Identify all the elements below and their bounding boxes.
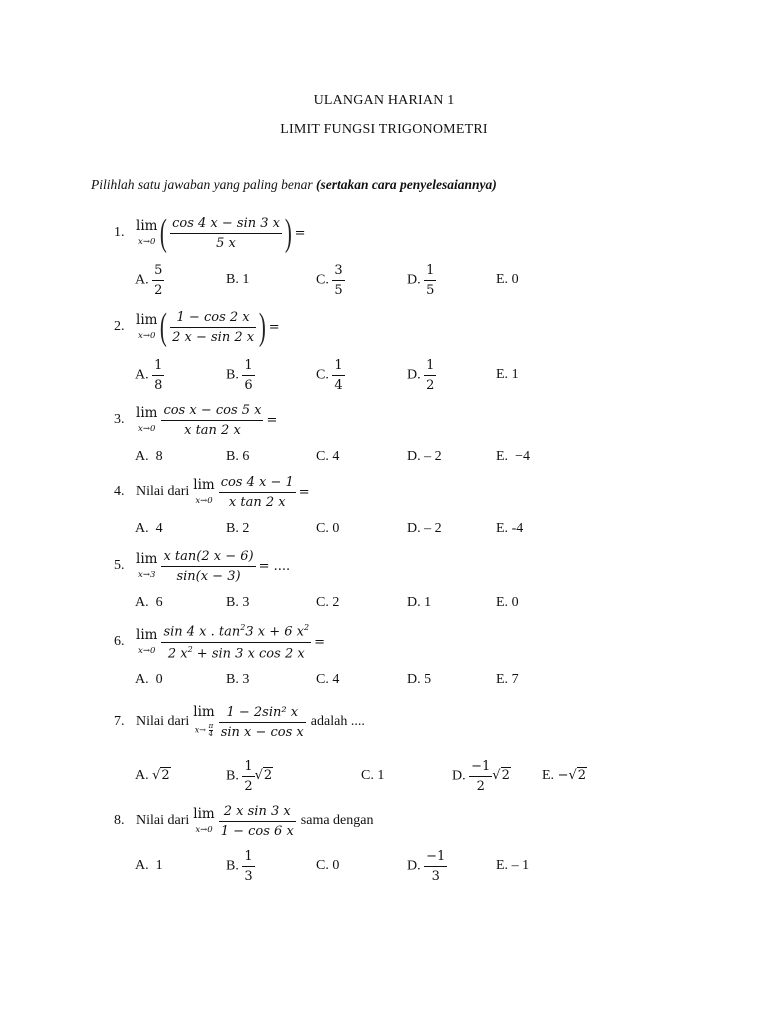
option-b[interactable]: B. $\frac{1}{6}$ xyxy=(226,357,253,393)
option-c[interactable]: C. 4 xyxy=(316,672,340,687)
equals-tail: = .... xyxy=(258,558,291,574)
question-number: 7. xyxy=(114,714,125,729)
option-a[interactable]: A. 8 xyxy=(135,449,163,464)
question-4 xyxy=(114,472,310,512)
fraction: $\frac{\text{2 x sin 3 x}}{1 - \cos 6 x}$ xyxy=(220,803,294,839)
option-c[interactable]: C. 4 xyxy=(316,449,340,464)
option-e[interactable]: E. −4 xyxy=(496,449,530,464)
paren-right: ) xyxy=(284,212,292,254)
question-2 xyxy=(114,306,280,348)
question-5 xyxy=(114,545,290,587)
option-d[interactable]: D. $\frac{1}{2}$ xyxy=(407,357,435,393)
option-b[interactable]: B. 1 xyxy=(226,272,250,287)
option-b[interactable]: B. 6 xyxy=(226,449,250,464)
fraction: $\frac{\text{cos x − cos 5 x}}{\text{x tan 2 x}}$ xyxy=(163,402,262,438)
option-e[interactable]: E. – 1 xyxy=(496,858,530,873)
option-b[interactable]: B. 3 xyxy=(226,672,250,687)
option-e[interactable]: E. 0 xyxy=(496,272,519,287)
option-a[interactable]: A. $\frac{1}{8}$ xyxy=(135,357,163,393)
option-d[interactable]: D. – 2 xyxy=(407,449,442,464)
paren-left: ( xyxy=(160,212,168,254)
page-title: ULANGAN HARIAN 1 xyxy=(313,93,455,108)
question-tail: sama dengan xyxy=(300,813,374,828)
question-6 xyxy=(114,620,325,664)
paren-right: ) xyxy=(258,306,266,348)
option-a[interactable]: A. 6 xyxy=(135,595,163,610)
question-7 xyxy=(114,697,365,747)
limit-operator: lim x→0 xyxy=(193,477,215,506)
question-number: 1. xyxy=(114,225,125,240)
limit-operator: lim x→ $\frac{\pi}{4}$ xyxy=(193,703,215,739)
paren-left: ( xyxy=(160,306,168,348)
option-d[interactable]: D. 1 xyxy=(407,595,432,610)
question-number: 4. xyxy=(114,484,125,499)
fraction: $\frac{1 - \cos 2 x}{2 x - \sin 2 x}$ xyxy=(172,309,255,345)
question-text: Nilai dari xyxy=(136,714,190,729)
limit-operator: lim x→3 xyxy=(136,551,158,580)
option-b[interactable]: B. $\frac{1}{3}$ xyxy=(226,848,253,884)
option-d[interactable]: D. – 2 xyxy=(407,521,442,536)
option-b[interactable]: B. $\frac{1}{2}$ √2 xyxy=(226,758,273,794)
fraction: $\frac{\cos 4 x - 1}{\text{x tan 2 x}}$ xyxy=(220,474,294,510)
option-a[interactable]: A. 0 xyxy=(135,672,163,687)
limit-operator: lim x→0 xyxy=(136,627,158,656)
fraction: $\frac{\text{x tan(2 x − 6)}}{\sin(x - 3)}$ xyxy=(163,548,254,584)
instruction-bold: (sertakan cara penyelesaiannya) xyxy=(316,177,497,192)
option-b[interactable]: B. 2 xyxy=(226,521,250,536)
equals-sign: = xyxy=(268,319,280,335)
option-d[interactable]: D. $\frac{-1}{2}$ √2 xyxy=(452,758,510,794)
limit-operator: lim x→0 xyxy=(136,218,158,247)
equals-sign: = xyxy=(298,484,310,500)
page-subtitle: LIMIT FUNGSI TRIGONOMETRI xyxy=(280,122,488,137)
option-d[interactable]: D. 5 xyxy=(407,672,432,687)
option-b[interactable]: B. 3 xyxy=(226,595,250,610)
option-c[interactable]: C. 1 xyxy=(361,768,385,783)
limit-operator: lim x→0 xyxy=(193,806,215,835)
option-a[interactable]: A. √2 xyxy=(135,768,170,783)
question-number: 8. xyxy=(114,813,125,828)
question-1 xyxy=(114,212,306,254)
question-number: 2. xyxy=(114,319,125,334)
question-number: 5. xyxy=(114,558,125,573)
fraction: $\frac{\cos 4 x - \sin 3 x}{5 x}$ xyxy=(172,215,280,251)
question-tail: adalah .... xyxy=(310,714,365,729)
question-text: Nilai dari xyxy=(136,484,190,499)
limit-operator: lim x→0 xyxy=(136,312,158,341)
option-e[interactable]: E. 7 xyxy=(496,672,519,687)
instruction xyxy=(91,177,497,193)
option-a[interactable]: A. 1 xyxy=(135,858,163,873)
option-c[interactable]: C. 0 xyxy=(316,858,340,873)
option-e[interactable]: E. −√2 xyxy=(542,768,587,783)
option-e[interactable]: E. -4 xyxy=(496,521,524,536)
equals-sign: = xyxy=(294,225,306,241)
question-number: 3. xyxy=(114,412,125,427)
limit-operator: lim x→0 xyxy=(136,405,158,434)
option-d[interactable]: D. $\frac{-1}{3}$ xyxy=(407,848,446,884)
question-3 xyxy=(114,400,277,440)
fraction: $\frac{\text{1 − 2sin² x}}{\text{sin x − cos x}}$ xyxy=(220,704,304,740)
instruction-text: Pilihlah satu jawaban yang paling benar xyxy=(91,177,316,192)
question-8 xyxy=(114,800,373,842)
question-number: 6. xyxy=(114,634,125,649)
option-d[interactable]: D. $\frac{1}{5}$ xyxy=(407,262,435,298)
option-a[interactable]: A. 4 xyxy=(135,521,163,536)
question-text: Nilai dari xyxy=(136,813,190,828)
option-c[interactable]: C. 2 xyxy=(316,595,340,610)
option-c[interactable]: C. $\frac{3}{5}$ xyxy=(316,262,343,298)
option-c[interactable]: C. 0 xyxy=(316,521,340,536)
equals-sign: = xyxy=(266,412,278,428)
option-c[interactable]: C. $\frac{1}{4}$ xyxy=(316,357,343,393)
option-a[interactable]: A. $\frac{5}{2}$ xyxy=(135,262,163,298)
option-e[interactable]: E. 0 xyxy=(496,595,519,610)
option-e[interactable]: E. 1 xyxy=(496,367,519,382)
fraction: $\frac{\sin 4 x . \tan^23 x + 6 x^2}{2 x^2 + \sin 3 x \cos 2 x}$ xyxy=(163,623,310,661)
equals-sign: = xyxy=(314,634,325,650)
